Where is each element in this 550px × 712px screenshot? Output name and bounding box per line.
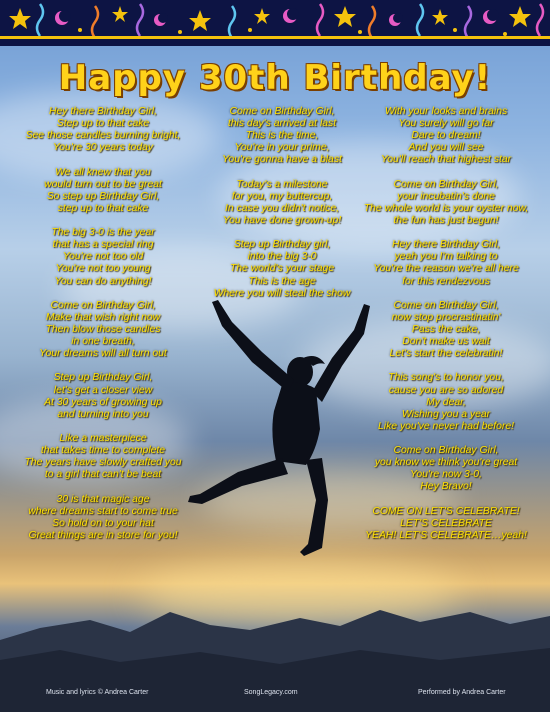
lyric-line: You're not too young bbox=[55, 263, 151, 275]
lyric-line: The whole world is your oyster now, bbox=[363, 202, 529, 214]
lyric-line: You're now 3-0, bbox=[410, 469, 482, 481]
lyric-line: In case you didn't notice, bbox=[224, 202, 340, 214]
lyric-line: Come on Birthday Girl, bbox=[50, 299, 156, 311]
lyric-line: So step up Birthday Girl, bbox=[46, 190, 160, 202]
lyric-line: Today's a milestone bbox=[236, 178, 328, 190]
lyric-line: You'll reach that highest star bbox=[380, 154, 512, 166]
lyric-line: Let's start the celebratin! bbox=[389, 348, 503, 360]
lyric-line: Pass the cake, bbox=[411, 323, 481, 335]
lyric-line: Great things are in store for you! bbox=[28, 529, 178, 541]
lyric-line: You can do anything! bbox=[54, 275, 152, 287]
lyric-line: We all knew that you bbox=[55, 166, 151, 178]
lyric-line: that has a special ring bbox=[52, 239, 154, 251]
lyric-line: This song's to honor you, bbox=[388, 372, 504, 384]
lyric-stanza bbox=[357, 179, 535, 227]
lyric-line: cause you are so adored bbox=[388, 384, 504, 396]
lyric-line: YEAH! LET'S CELEBRATE…yeah! bbox=[365, 529, 527, 541]
lyric-line: You're not too old bbox=[62, 251, 144, 263]
lyric-stanza bbox=[14, 494, 192, 542]
lyric-line: Step up Birthday girl, bbox=[233, 239, 331, 251]
lyric-line: See those candles burning bright, bbox=[25, 130, 181, 142]
lyrics-column-3 bbox=[357, 106, 535, 554]
lyric-line: With your looks and brains bbox=[384, 106, 508, 117]
lyric-line: You surely will go far bbox=[398, 118, 494, 130]
lyric-line: You're in your prime, bbox=[234, 142, 330, 154]
lyric-line: Dare to dream! bbox=[411, 130, 481, 142]
lyric-line: COME ON LET'S CELEBRATE! bbox=[372, 505, 520, 517]
lyric-line: Step up to that cake bbox=[56, 118, 150, 130]
footer-website-link[interactable]: SongLegacy.com bbox=[244, 689, 298, 696]
lyric-stanza bbox=[357, 106, 535, 166]
lyric-line: Like a masterpiece bbox=[59, 433, 147, 444]
lyric-line: Hey there Birthday Girl, bbox=[49, 106, 157, 117]
lyric-line: let's get a closer view bbox=[53, 384, 153, 396]
lyric-line: You're 30 years today bbox=[52, 142, 154, 154]
lyric-line: Come on Birthday Girl, bbox=[393, 178, 499, 190]
lyric-stanza bbox=[357, 372, 535, 432]
lyric-stanza bbox=[14, 227, 192, 287]
lyric-line: And you will see bbox=[408, 142, 484, 154]
lyric-line: into the big 3-0 bbox=[247, 251, 317, 263]
lyric-line: this day's arrived at last bbox=[227, 118, 337, 130]
footer-credit-performer: Performed by Andrea Carter bbox=[418, 689, 506, 696]
lyric-line: Your dreams will all turn out bbox=[39, 348, 167, 360]
lyric-stanza bbox=[14, 433, 192, 481]
lyric-stanza bbox=[357, 239, 535, 287]
footer-credit-lyrics: Music and lyrics © Andrea Carter bbox=[46, 689, 149, 696]
lyric-line: Come on Birthday Girl, bbox=[229, 106, 335, 117]
lyric-line: This is the time, bbox=[245, 130, 319, 142]
lyric-line: Hey there Birthday Girl, bbox=[392, 239, 500, 251]
lyric-stanza bbox=[357, 300, 535, 360]
lyric-line: the fun has just begun! bbox=[393, 214, 499, 226]
lyric-line: that takes time to complete bbox=[40, 445, 166, 457]
lyric-stanza bbox=[14, 372, 192, 420]
lyric-line: You're the reason we're all here bbox=[373, 263, 519, 275]
lyric-line: Wishing you a year bbox=[401, 408, 491, 420]
lyric-line: would turn out to be great bbox=[44, 178, 162, 190]
lyric-line: Step up Birthday Girl, bbox=[53, 372, 153, 384]
lyric-line: 30 is that magic age bbox=[56, 493, 150, 505]
lyric-stanza bbox=[357, 445, 535, 493]
lyric-line: The years have slowly crafted you bbox=[24, 457, 182, 469]
lyric-line: yeah you I'm talking to bbox=[394, 251, 498, 263]
lyric-line: in one breath, bbox=[71, 336, 135, 348]
lyric-stanza bbox=[14, 106, 192, 154]
lyric-line: you know we think you're great bbox=[374, 457, 518, 469]
lyric-line: The world's your stage bbox=[229, 263, 335, 275]
lyric-stanza bbox=[357, 506, 535, 542]
lyric-line: You have done grown-up! bbox=[222, 214, 342, 226]
lyric-line: for this rendezvous bbox=[402, 275, 490, 287]
lyric-line: Make that wish right now bbox=[45, 311, 161, 323]
lyric-line: where dreams start to come true bbox=[28, 505, 178, 517]
lyric-line: Come on Birthday Girl, bbox=[393, 445, 499, 457]
lyric-line: Then blow those candles bbox=[45, 323, 161, 335]
lyric-stanza bbox=[193, 239, 371, 299]
lyric-line: This is the age bbox=[248, 275, 316, 287]
lyric-stanza bbox=[14, 167, 192, 215]
lyric-line: Where you will steal the show bbox=[213, 287, 351, 299]
lyric-line: for you, my buttercup, bbox=[231, 190, 333, 202]
lyric-line: and turning into you bbox=[57, 408, 149, 420]
lyric-stanza bbox=[14, 300, 192, 360]
lyrics-column-2 bbox=[193, 106, 371, 312]
lyric-stanza bbox=[193, 179, 371, 227]
lyrics-column-1 bbox=[14, 106, 192, 554]
lyric-line: So hold on to your hat bbox=[52, 517, 154, 529]
lyric-line: Don't make us wait bbox=[402, 336, 490, 348]
page-title: Happy 30th Birthday! bbox=[58, 58, 492, 98]
lyric-line: The big 3-0 is the year bbox=[51, 227, 155, 239]
lyric-line: Hey Bravo! bbox=[420, 481, 472, 493]
lyric-line: My dear, bbox=[426, 396, 466, 408]
lyric-line: Come on Birthday Girl, bbox=[393, 299, 499, 311]
lyric-line: step up to that cake bbox=[57, 202, 149, 214]
lyric-line: You're gonna have a blast bbox=[222, 154, 342, 166]
lyric-line: Like you've never had before! bbox=[378, 420, 514, 432]
lyric-line: to a girl that can't be beat bbox=[44, 469, 162, 481]
lyric-line: LET'S CELEBRATE bbox=[400, 517, 492, 529]
lyric-line: At 30 years of growing up bbox=[44, 396, 162, 408]
lyric-line: your incubatin's done bbox=[397, 190, 495, 202]
lyric-line: now stop procrastinatin' bbox=[391, 311, 501, 323]
lyric-stanza bbox=[193, 106, 371, 166]
